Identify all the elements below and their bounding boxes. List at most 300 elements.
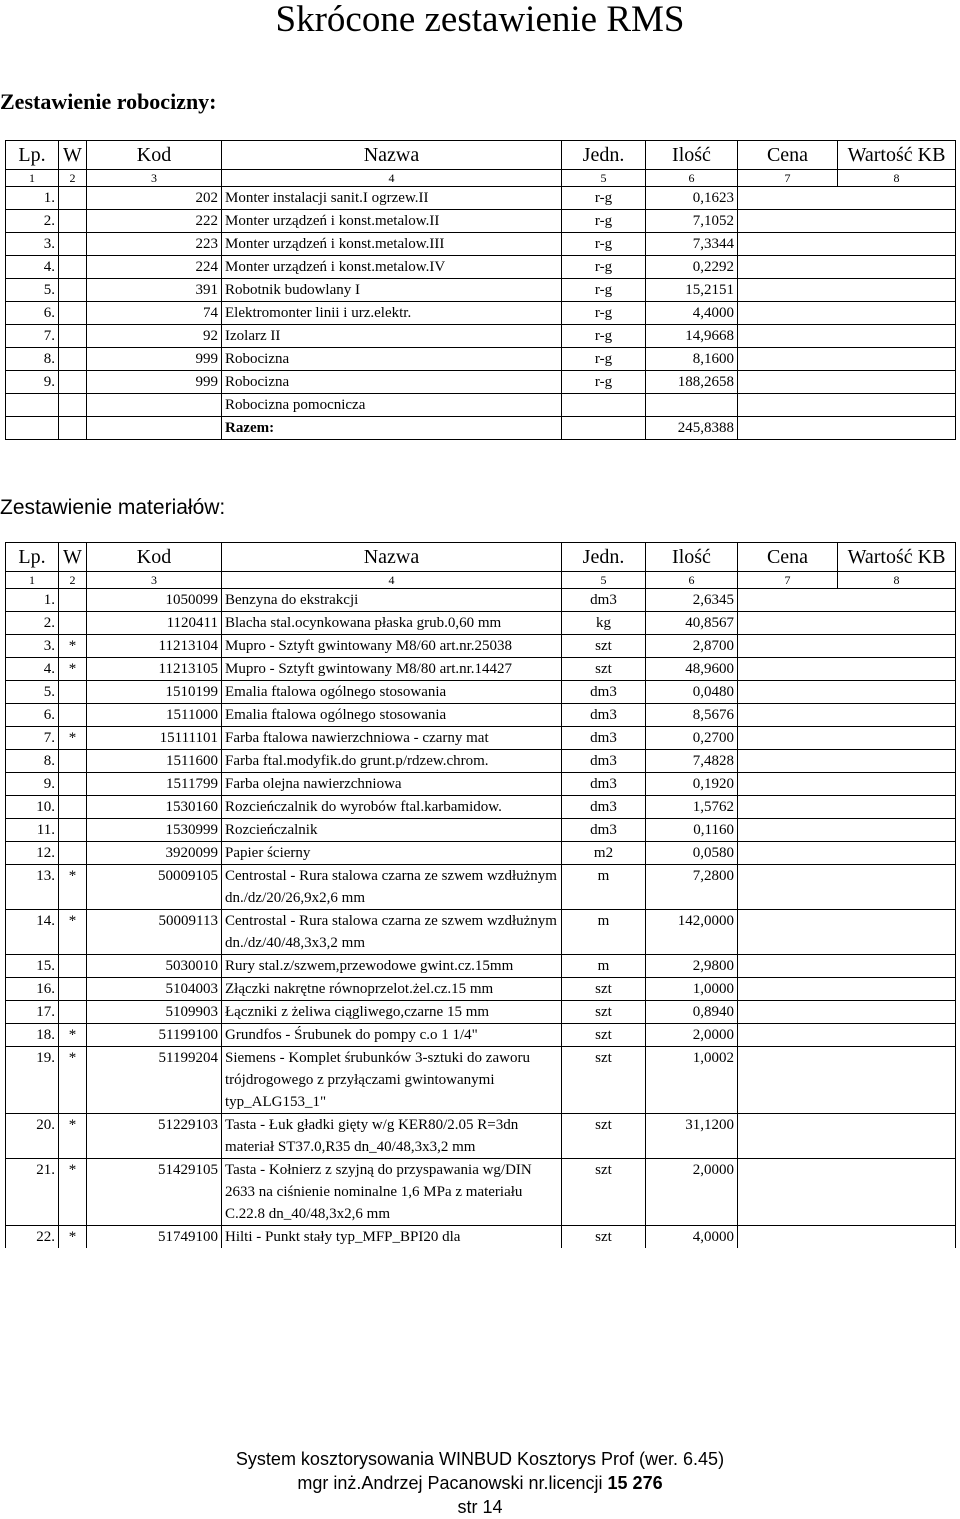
column-number: 5 [562,572,646,589]
row-w [59,773,87,796]
row-w [59,1001,87,1024]
row-nazwa: Robotnik budowlany I [222,279,562,302]
row-lp: 14. [6,910,59,955]
row-nazwa: Mupro - Sztyft gwintowany M8/60 art.nr.25038 [222,635,562,658]
row-kod: 1050099 [87,589,222,612]
row-lp: 8. [6,348,59,371]
row-kod: 50009105 [87,865,222,910]
helper-label: Robocizna pomocnicza [222,394,562,417]
row-ilosc [646,394,738,417]
table-row [6,302,956,325]
column-number: 8 [838,170,956,187]
row-jedn: m2 [562,842,646,865]
row-ilosc: 0,1160 [646,819,738,842]
row-nazwa: Elektromonter linii i urz.elektr. [222,302,562,325]
column-number: 3 [87,572,222,589]
row-w [59,302,87,325]
row-w [59,233,87,256]
row-lp: 16. [6,978,59,1001]
row-lp: 21. [6,1159,59,1226]
table-row [6,1226,956,1249]
row-kod: 51429105 [87,1159,222,1226]
row-nazwa: Monter urządzeń i konst.metalow.III [222,233,562,256]
row-kod: 74 [87,302,222,325]
row-ilosc: 7,3344 [646,233,738,256]
column-number: 7 [738,572,838,589]
table-row [6,210,956,233]
table-row [6,681,956,704]
row-jedn: dm3 [562,750,646,773]
column-number: 4 [222,572,562,589]
row-jedn: r-g [562,279,646,302]
row-kod: 50009113 [87,910,222,955]
row-kod: 5030010 [87,955,222,978]
column-header: Kod [87,141,222,170]
table-row [6,1024,956,1047]
row-lp: 7. [6,325,59,348]
header-row [6,141,956,170]
row-nazwa: Łączniki z żeliwa ciągliwego,czarne 15 mm [222,1001,562,1024]
row-w [59,589,87,612]
materials-table [5,542,956,1248]
row-jedn: r-g [562,233,646,256]
row-kod: 11213104 [87,635,222,658]
row-wartosc [838,1114,956,1159]
row-lp: 1. [6,589,59,612]
row-wartosc [838,187,956,210]
row-cena [738,348,838,371]
table-row [6,1047,956,1114]
row-w [59,348,87,371]
row-jedn: szt [562,1226,646,1249]
column-header: Jedn. [562,543,646,572]
row-w: * [59,1024,87,1047]
table-row [6,704,956,727]
table-row [6,910,956,955]
page-title: Skrócone zestawienie RMS [275,0,685,40]
row-kod: 15111101 [87,727,222,750]
row-w: * [59,865,87,910]
row-lp: 2. [6,612,59,635]
row-lp: 3. [6,635,59,658]
row-ilosc: 15,2151 [646,279,738,302]
column-number-row [6,572,956,589]
row-ilosc: 0,8940 [646,1001,738,1024]
table-row [6,589,956,612]
row-jedn: r-g [562,325,646,348]
row-lp: 19. [6,1047,59,1114]
row-lp: 10. [6,796,59,819]
row-lp: 4. [6,658,59,681]
row-kod: 999 [87,371,222,394]
row-kod: 3920099 [87,842,222,865]
row-cena [738,417,838,440]
footer-software: System kosztorysowania WINBUD Kosztorys Prof (wer. 6.45) [235,1449,725,1469]
row-lp: 6. [6,704,59,727]
row-lp: 17. [6,1001,59,1024]
row-nazwa: Mupro - Sztyft gwintowany M8/80 art.nr.14427 [222,658,562,681]
row-ilosc: 2,6345 [646,589,738,612]
license-number: 15 276 [607,1473,663,1493]
row-ilosc: 0,1623 [646,187,738,210]
row-w [59,210,87,233]
row-wartosc [838,210,956,233]
row-lp: 6. [6,302,59,325]
row-jedn: r-g [562,302,646,325]
row-cena [738,704,838,727]
row-jedn: dm3 [562,773,646,796]
row-cena [738,796,838,819]
table-row [6,865,956,910]
row-w [59,842,87,865]
row-w: * [59,910,87,955]
row-wartosc [838,256,956,279]
column-number: 1 [6,572,59,589]
row-kod: 5104003 [87,978,222,1001]
column-header: Lp. [6,543,59,572]
column-header: W [59,141,87,170]
row-w: * [59,1226,87,1249]
row-kod: 51229103 [87,1114,222,1159]
row-lp: 2. [6,210,59,233]
labor-table [5,140,956,440]
row-ilosc: 4,4000 [646,302,738,325]
row-wartosc [838,658,956,681]
row-kod [87,417,222,440]
row-jedn: r-g [562,256,646,279]
total-row [6,417,956,440]
row-cena [738,302,838,325]
row-lp: 3. [6,233,59,256]
row-w [59,704,87,727]
row-ilosc: 7,4828 [646,750,738,773]
row-cena [738,727,838,750]
row-w: * [59,1159,87,1226]
row-nazwa: Papier ścierny [222,842,562,865]
row-jedn: dm3 [562,727,646,750]
row-nazwa: Centrostal - Rura stalowa czarna ze szwem wzdłużnym dn./dz/20/26,9x2,6 mm [222,865,562,910]
row-ilosc: 2,9800 [646,955,738,978]
row-nazwa: Monter urządzeń i konst.metalow.II [222,210,562,233]
row-wartosc [838,727,956,750]
row-kod: 391 [87,279,222,302]
row-wartosc [838,589,956,612]
table-row [6,635,956,658]
row-wartosc [838,325,956,348]
row-ilosc: 1,0000 [646,978,738,1001]
row-jedn: r-g [562,187,646,210]
row-lp: 7. [6,727,59,750]
row-kod: 1530160 [87,796,222,819]
row-wartosc [838,704,956,727]
row-ilosc: 188,2658 [646,371,738,394]
row-kod: 222 [87,210,222,233]
row-cena [738,1001,838,1024]
row-cena [738,612,838,635]
row-lp: 18. [6,1024,59,1047]
row-cena [738,394,838,417]
row-lp: 8. [6,750,59,773]
row-w: * [59,727,87,750]
row-ilosc: 40,8567 [646,612,738,635]
row-cena [738,1047,838,1114]
row-wartosc [838,842,956,865]
row-jedn: m [562,865,646,910]
row-nazwa: Tasta - Kołnierz z szyjną do przyspawania wg/DIN 2633 na ciśnienie nominalne 1,6 MPa z materiału C.22.8 dn_40/48,3x2,6 mm [222,1159,562,1226]
table-row [6,187,956,210]
column-header: Wartość KB [838,141,956,170]
row-wartosc [838,750,956,773]
table-row [6,727,956,750]
column-header: Kod [87,543,222,572]
row-wartosc [838,978,956,1001]
row-jedn: szt [562,658,646,681]
row-jedn: szt [562,1159,646,1226]
row-nazwa: Monter urządzeń i konst.metalow.IV [222,256,562,279]
header-row [6,543,956,572]
column-header: Lp. [6,141,59,170]
column-number: 6 [646,572,738,589]
footer-license: mgr inż.Andrzej Pacanowski nr.licencji 15 276 [297,1473,663,1493]
table-row [6,233,956,256]
row-w [59,612,87,635]
column-header: Cena [738,141,838,170]
row-nazwa: Hilti - Punkt stały typ_MFP_BPI20 dla [222,1226,562,1249]
row-cena [738,589,838,612]
footer [0,1447,960,1519]
row-cena [738,256,838,279]
row-nazwa: Farba ftal.modyfik.do grunt.p/rdzew.chrom. [222,750,562,773]
row-lp: 20. [6,1114,59,1159]
column-number: 7 [738,170,838,187]
row-cena [738,210,838,233]
row-jedn: dm3 [562,704,646,727]
table-row [6,325,956,348]
table-row [6,773,956,796]
row-ilosc: 31,1200 [646,1114,738,1159]
row-jedn: szt [562,1047,646,1114]
row-ilosc: 0,0480 [646,681,738,704]
row-cena [738,750,838,773]
row-ilosc: 8,1600 [646,348,738,371]
column-number: 2 [59,572,87,589]
row-ilosc: 7,1052 [646,210,738,233]
table-row [6,819,956,842]
row-wartosc [838,910,956,955]
row-jedn: dm3 [562,819,646,842]
column-number: 3 [87,170,222,187]
row-wartosc [838,1047,956,1114]
table-row [6,796,956,819]
row-jedn: r-g [562,371,646,394]
row-cena [738,681,838,704]
row-w [59,394,87,417]
row-ilosc: 2,8700 [646,635,738,658]
helper-row [6,394,956,417]
row-w: * [59,635,87,658]
row-wartosc [838,796,956,819]
row-wartosc [838,233,956,256]
row-jedn: szt [562,1024,646,1047]
row-kod: 51749100 [87,1226,222,1249]
row-cena [738,955,838,978]
row-nazwa: Grundfos - Śrubunek do pompy c.o 1 1/4" [222,1024,562,1047]
row-kod: 51199100 [87,1024,222,1047]
row-kod: 1530999 [87,819,222,842]
row-kod: 11213105 [87,658,222,681]
row-wartosc [838,612,956,635]
row-cena [738,325,838,348]
column-header: Wartość KB [838,543,956,572]
row-ilosc: 0,2292 [646,256,738,279]
column-header: Jedn. [562,141,646,170]
row-jedn: szt [562,1001,646,1024]
row-kod: 1511600 [87,750,222,773]
row-wartosc [838,417,956,440]
row-nazwa: Izolarz II [222,325,562,348]
row-lp [6,417,59,440]
row-jedn: r-g [562,210,646,233]
row-wartosc [838,394,956,417]
row-w [59,417,87,440]
row-lp: 5. [6,279,59,302]
row-w: * [59,658,87,681]
row-cena [738,910,838,955]
row-nazwa: Rozcieńczalnik [222,819,562,842]
row-w [59,187,87,210]
row-nazwa: Złączki nakrętne równoprzelot.żel.cz.15 mm [222,978,562,1001]
row-jedn: dm3 [562,589,646,612]
row-wartosc [838,1159,956,1226]
table-row [6,658,956,681]
row-nazwa: Farba olejna nawierzchniowa [222,773,562,796]
row-w [59,750,87,773]
table-row [6,348,956,371]
row-wartosc [838,302,956,325]
row-jedn: m [562,955,646,978]
row-cena [738,842,838,865]
row-ilosc: 7,2800 [646,865,738,910]
row-jedn: dm3 [562,681,646,704]
table-row [6,1114,956,1159]
row-lp: 15. [6,955,59,978]
row-cena [738,658,838,681]
row-wartosc [838,635,956,658]
row-cena [738,635,838,658]
row-cena [738,978,838,1001]
row-nazwa: Farba ftalowa nawierzchniowa - czarny mat [222,727,562,750]
table-row [6,1001,956,1024]
row-ilosc: 4,0000 [646,1226,738,1249]
row-cena [738,187,838,210]
row-nazwa: Rozcieńczalnik do wyrobów ftal.karbamidow. [222,796,562,819]
row-kod: 224 [87,256,222,279]
row-w [59,325,87,348]
row-nazwa: Emalia ftalowa ogólnego stosowania [222,681,562,704]
materials-section-heading: Zestawienie materiałów: [0,496,226,519]
row-ilosc: 48,9600 [646,658,738,681]
row-nazwa: Emalia ftalowa ogólnego stosowania [222,704,562,727]
row-w: * [59,1047,87,1114]
table-row [6,842,956,865]
row-w [59,681,87,704]
row-jedn: szt [562,1114,646,1159]
column-number: 4 [222,170,562,187]
row-cena [738,279,838,302]
labor-section-heading: Zestawienie robocizny: [0,89,217,114]
row-wartosc [838,371,956,394]
row-w [59,955,87,978]
row-nazwa: Centrostal - Rura stalowa czarna ze szwem wzdłużnym dn./dz/40/48,3x3,2 mm [222,910,562,955]
row-cena [738,1159,838,1226]
row-cena [738,865,838,910]
table-row [6,371,956,394]
row-wartosc [838,865,956,910]
row-ilosc: 2,0000 [646,1024,738,1047]
column-number: 5 [562,170,646,187]
row-wartosc [838,681,956,704]
row-lp: 5. [6,681,59,704]
table-row [6,955,956,978]
row-jedn: dm3 [562,796,646,819]
row-cena [738,1114,838,1159]
row-kod [87,394,222,417]
row-nazwa: Robocizna [222,371,562,394]
row-ilosc: 1,5762 [646,796,738,819]
row-wartosc [838,955,956,978]
row-kod: 5109903 [87,1001,222,1024]
row-nazwa: Robocizna [222,348,562,371]
table-row [6,978,956,1001]
row-wartosc [838,348,956,371]
row-jedn: kg [562,612,646,635]
row-nazwa: Blacha stal.ocynkowana płaska grub.0,60 mm [222,612,562,635]
row-lp: 13. [6,865,59,910]
row-nazwa: Monter instalacji sanit.I ogrzew.II [222,187,562,210]
row-ilosc: 8,5676 [646,704,738,727]
row-cena [738,819,838,842]
row-w: * [59,1114,87,1159]
column-number-row [6,170,956,187]
row-wartosc [838,773,956,796]
row-cena [738,1024,838,1047]
row-cena [738,233,838,256]
table-row [6,612,956,635]
row-jedn [562,417,646,440]
column-number: 6 [646,170,738,187]
total-value: 245,8388 [646,417,738,440]
column-number: 1 [6,170,59,187]
row-w [59,256,87,279]
table-row [6,256,956,279]
row-wartosc [838,1226,956,1249]
column-header: Ilość [646,543,738,572]
row-cena [738,773,838,796]
row-wartosc [838,279,956,302]
row-w [59,796,87,819]
row-nazwa: Rury stal.z/szwem,przewodowe gwint.cz.15mm [222,955,562,978]
row-wartosc [838,819,956,842]
row-kod: 1120411 [87,612,222,635]
row-jedn: szt [562,978,646,1001]
row-lp: 9. [6,773,59,796]
row-ilosc: 0,0580 [646,842,738,865]
row-kod: 1511000 [87,704,222,727]
row-lp: 1. [6,187,59,210]
column-header: Nazwa [222,141,562,170]
row-cena [738,1226,838,1249]
row-kod: 1510199 [87,681,222,704]
